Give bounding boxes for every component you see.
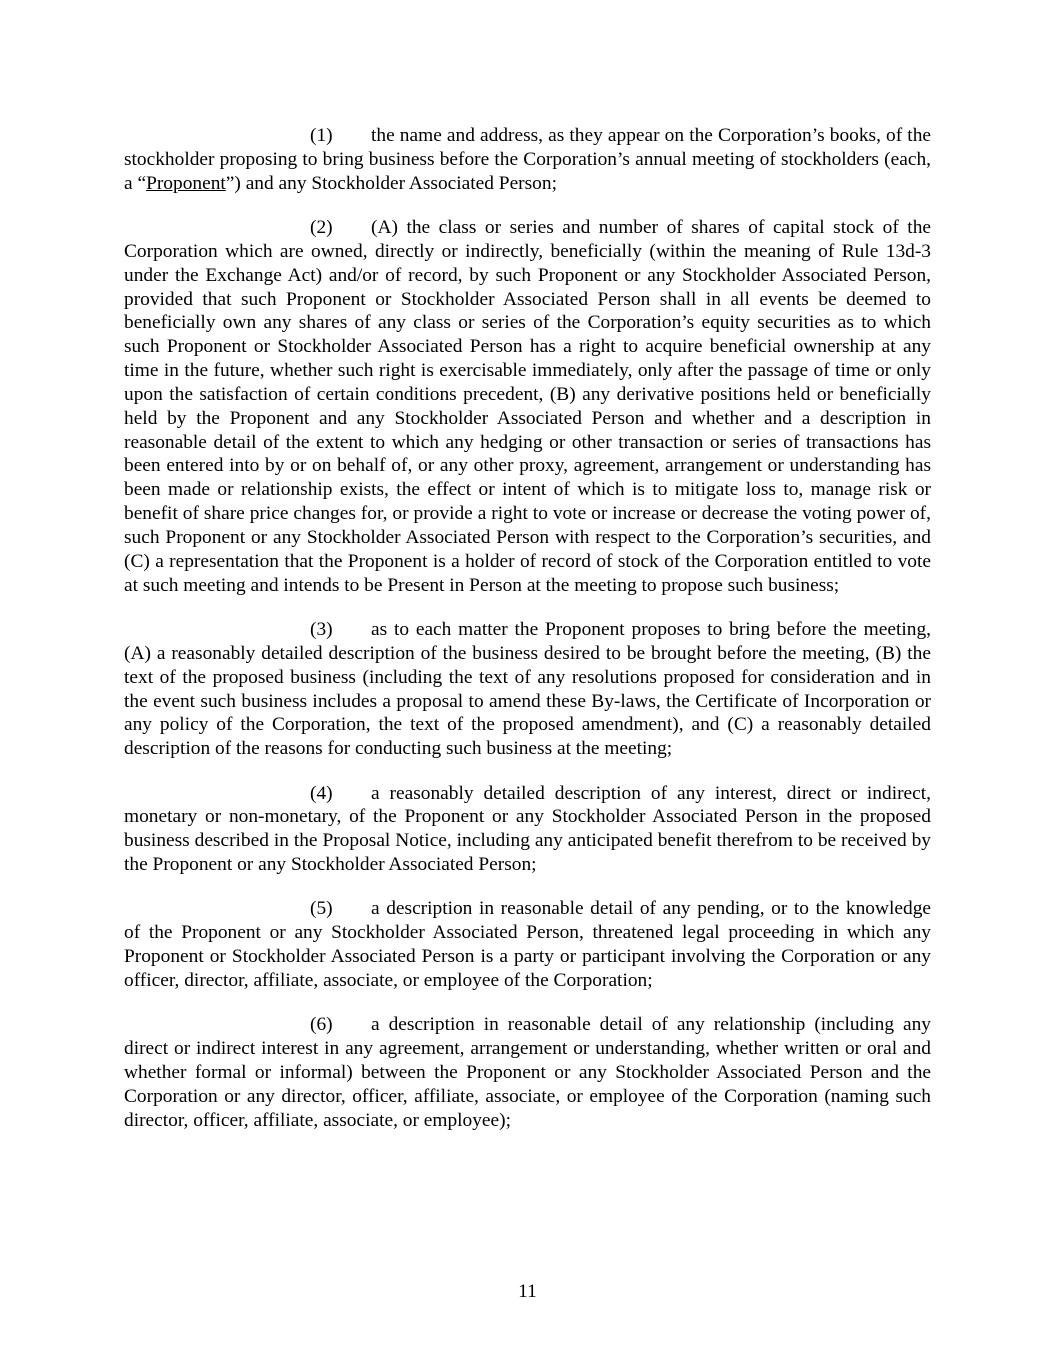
defined-term-proponent: Proponent [146, 172, 226, 194]
page-number: 11 [518, 1281, 537, 1302]
paragraph-3 [124, 618, 931, 761]
paragraph-number: (6) [310, 1014, 333, 1036]
paragraph-number: (5) [310, 898, 333, 920]
paragraph-text: a description in reasonable detail of any relationship (including any direct or indirect interest in any agreement, arrangement or understanding, whether written or oral and whether formal or informal) between the Proponent or any Stockholder Associated Person and the Corporation or any director, officer, affiliate, associate, or employee of the Corporation (naming such director, officer, affiliate, associate, or employee); [124, 1014, 931, 1131]
paragraph-4 [124, 782, 931, 877]
paragraph-number: (1) [310, 125, 333, 146]
paragraph-text: (A) the class or series and number of shares of capital stock of the Corporation which are owned, directly or indirectly, beneficially (within the meaning of Rule 13d-3 under the Exchange Act) and/or of record, by such Proponent or any Stockholder Associated Person, provided that such Proponent or Stockholder Associated Person shall in all events be deemed to beneficially own any shares of any class or series of the Corporation’s equity securities as to which such Proponent or Stockholder Associated Person has a right to acquire beneficial ownership at any time in the future, whether such right is exercisable immediately, only after the passage of time or only upon the satisfaction of certain conditions precedent, (B) any derivative positions held or beneficially held by the Proponent and any Stockholder Associated Person and whether and a description in reasonable detail of the extent to which any hedging or other transaction or series of transactions has been entered into by or on behalf of, or any other proxy, agreement, arrangement or understanding has been made or relationship exists, the effect or intent of which is to mitigate loss to, manage risk or benefit of share price changes for, or provide a right to vote or increase or decrease the voting power of, such Proponent or any Stockholder Associated Person with respect to the Corporation’s securities, and (C) a representation that the Proponent is a holder of record of stock of the Corporation entitled to vote at such meeting and intends to be Present in Person at the meeting to propose such business; [124, 217, 931, 596]
paragraph-text: a description in reasonable detail of any pending, or to the knowledge of the Proponent or any Stockholder Associated Person, threatened legal proceeding in which any Proponent or Stockholder Associated Person is a party or participant involving the Corporation or any officer, director, affiliate, associate, or employee of the Corporation; [124, 898, 931, 991]
paragraph-number: (2) [310, 217, 333, 239]
paragraph-number: (4) [310, 782, 333, 804]
document-body [124, 124, 931, 1153]
paragraph-text-after: ”) and any Stockholder Associated Person; [225, 172, 557, 194]
paragraph-1 [124, 124, 931, 196]
paragraph-text: as to each matter the Proponent proposes to bring before the meeting, (A) a reasonably detailed description of the business desired to be brought before the meeting, (B) the text of the proposed business (including the text of any resolutions proposed for consideration and in the event such business includes a proposal to amend these By-laws, the Certificate of Incorporation or any policy of the Corporation, the text of the proposed amendment), and (C) a reasonably detailed description of the reasons for conducting such business at the meeting; [124, 619, 931, 760]
paragraph-5 [124, 897, 931, 992]
paragraph-text: a reasonably detailed description of any interest, direct or indirect, monetary or non-monetary, of the Proponent or any Stockholder Associated Person in the proposed business described in the Proposal Notice, including any anticipated benefit therefrom to be received by the Proponent or any Stockholder Associated Person; [124, 782, 931, 876]
paragraph-2 [124, 216, 931, 598]
paragraph-6 [124, 1013, 931, 1132]
paragraph-number: (3) [310, 619, 333, 641]
paragraph-text-before: the name and address, as they appear on the Corporation’s books, of the stockholder proposing to bring business before the Corporation’s annual meeting of stockholders (each, a “ [124, 125, 931, 194]
